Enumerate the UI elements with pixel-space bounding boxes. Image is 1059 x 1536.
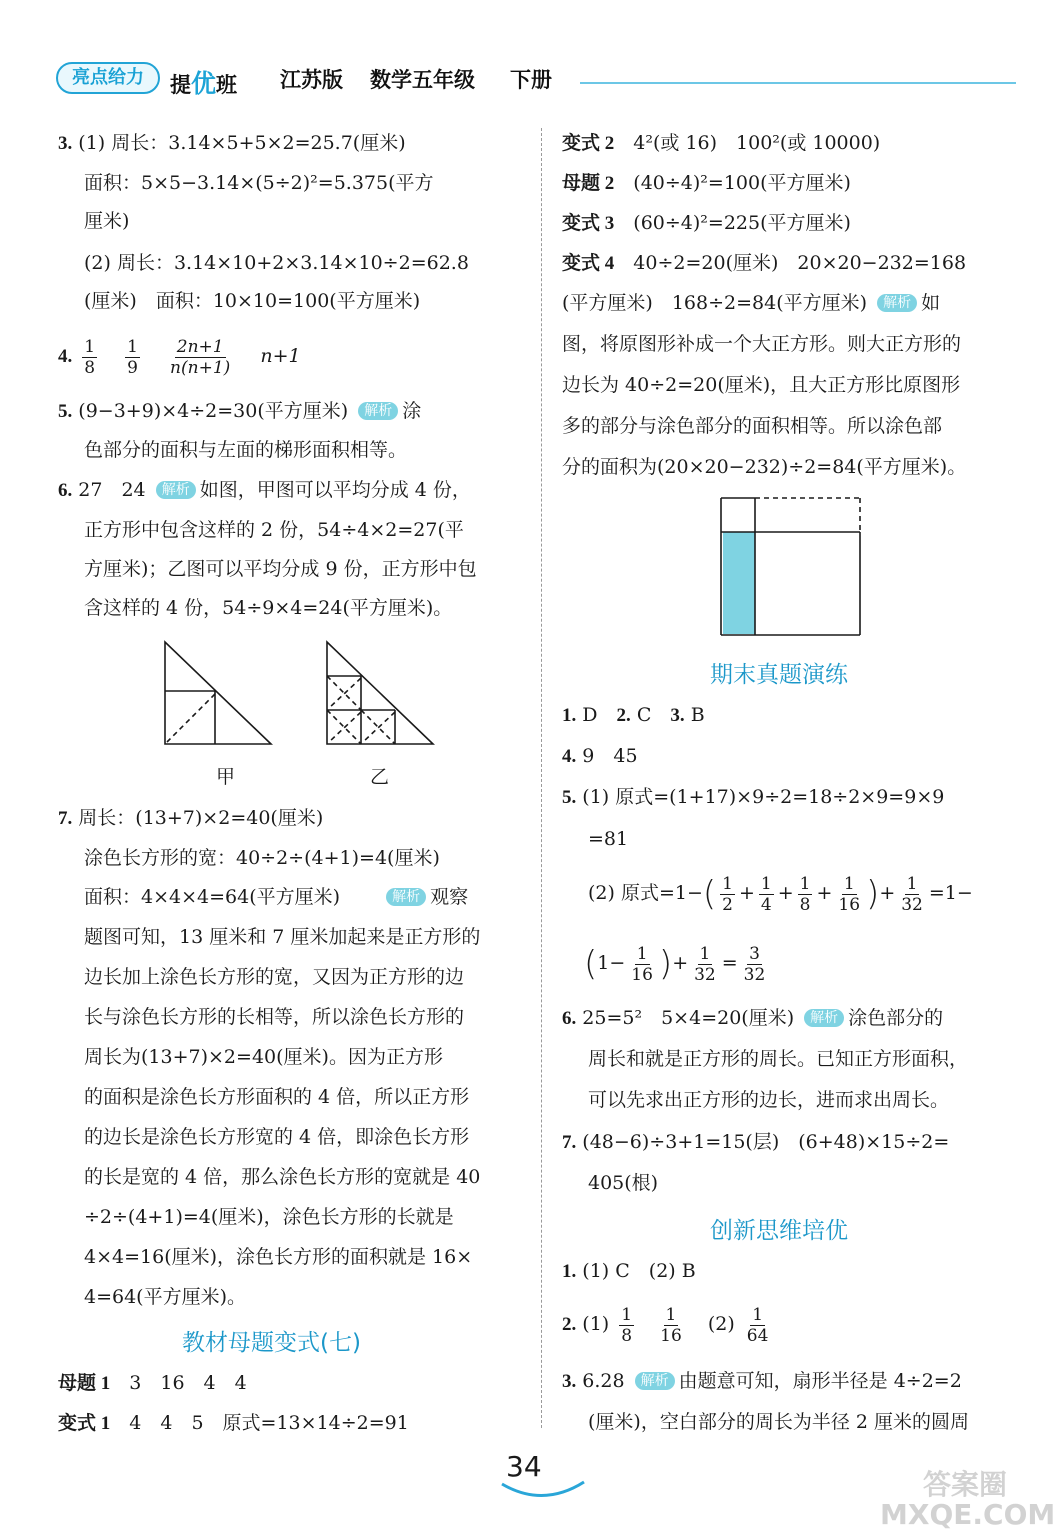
- q4-line: 4. $\frac{1}{8}$ $\frac{1}{9}$ $\frac{2n+1}{n(n+1)}$ n+1: [58, 336, 301, 378]
- column-divider: [541, 128, 542, 1428]
- q7-line3: 面积：4×4×4=64(平方厘米) 解析 观察: [84, 886, 469, 908]
- header-badge: 亮点给力: [56, 62, 160, 94]
- b3-line: 变式 3 (60÷4)²=225(平方厘米): [562, 212, 851, 234]
- watermark: 答案圈 MXQE.COM: [880, 1468, 1056, 1531]
- fig-label-yi: 乙: [370, 766, 390, 788]
- page-number: 34: [506, 1450, 542, 1483]
- q7-line5: 边长加上涂色长方形的宽，又因为正方形的边: [84, 966, 465, 988]
- q6-line3: 方厘米)；乙图可以平均分成 9 份，正方形中包: [84, 558, 477, 580]
- q7-line13: 4=64(平方厘米)。: [84, 1286, 247, 1308]
- subject-label: 数学五年级: [370, 68, 475, 92]
- shaded-rectangle: [723, 532, 755, 634]
- b4-line3: 图，将原图形补成一个大正方形。则大正方形的: [562, 333, 962, 355]
- series-title: 提优班: [170, 69, 238, 98]
- section-title-innovation: 创新思维培优: [710, 1218, 848, 1244]
- q7-line10: 的长是宽的 4 倍，那么涂色长方形的宽就是 40: [84, 1166, 481, 1188]
- m2-line: 母题 2 (40÷4)²=100(平方厘米): [562, 172, 851, 194]
- c3-line2: (厘米)，空白部分的周长为半径 2 厘米的圆周: [588, 1411, 969, 1433]
- b4-line1: 变式 4 40÷2=20(厘米) 20×20−232=168: [562, 252, 967, 274]
- q7-line1: 7. 周长：(13+7)×2=40(厘米): [58, 807, 324, 829]
- q7-line2: 涂色长方形的宽：40÷2÷(4+1)=4(厘米): [84, 847, 440, 869]
- header-rule: [580, 82, 1016, 84]
- q7-line8: 的面积是涂色长方形面积的 4 倍，所以正方形: [84, 1086, 470, 1108]
- c1-line: 1. (1) C (2) B: [562, 1260, 696, 1282]
- q3-line3: 厘米): [84, 210, 130, 232]
- b4-line2: (平方厘米) 168÷2=84(平方厘米) 解析 如: [562, 292, 941, 314]
- b1-line: 变式 1 4 4 5 原式=13×14÷2=91: [58, 1412, 409, 1434]
- fig-label-jia: 甲: [216, 766, 236, 788]
- c3-line1: 3. 6.28 解析 由题意可知，扇形半径是 4÷2=2: [562, 1370, 962, 1392]
- q7-line11: ÷2÷(4+1)=4(厘米)，涂色长方形的长就是: [84, 1206, 454, 1228]
- q6-line1: 6. 27 24 解析 如图，甲图可以平均分成 4 份，: [58, 479, 471, 501]
- q3-line2: 面积：5×5−3.14×(5÷2)²=5.375(平方: [84, 172, 434, 194]
- e5-line3: (2) 原式=1−( $\frac{1}{2}$ + $\frac{1}{4}$ + $\frac{1}{8}$ + $\frac{1}{16}$ )+ $\frac{1}{32}$ =1−: [588, 873, 973, 915]
- q4-frac2: $\frac{1}{9}$: [127, 336, 138, 378]
- q6-line2: 正方形中包含这样的 2 份，54÷4×2=27(平: [84, 519, 464, 541]
- e6-line1: 6. 25=5² 5×4=20(厘米) 解析 涂色部分的: [562, 1007, 944, 1029]
- q7-line7: 周长为(13+7)×2=40(厘米)。因为正方形: [84, 1046, 443, 1068]
- e7-line2: 405(根): [588, 1172, 659, 1194]
- page-number-swoosh: [498, 1478, 588, 1502]
- q5-line1: 5. (9−3+9)×4÷2=30(平方厘米) 解析 涂: [58, 400, 422, 422]
- e5-line2: =81: [588, 828, 629, 850]
- q4-frac3: $\frac{2n+1}{n(n+1)}$: [170, 336, 231, 378]
- section-title-final-exam: 期末真题演练: [710, 662, 848, 688]
- triangle-jia: [165, 642, 271, 744]
- e5-line1: 5. (1) 原式=(1+17)×9÷2=18÷2×9=9×9: [562, 786, 945, 808]
- b4-line6: 分的面积为(20×20−232)÷2=84(平方厘米)。: [562, 456, 967, 478]
- q7-line9: 的边长是涂色长方形宽的 4 倍，即涂色长方形: [84, 1126, 470, 1148]
- q5-line2: 色部分的面积与左面的梯形面积相等。: [84, 439, 408, 461]
- b4-line5: 多的部分与涂色部分的面积相等。所以涂色部: [562, 415, 943, 437]
- e6-line2: 周长和就是正方形的周长。已知正方形面积，: [588, 1048, 969, 1070]
- c2-line: 2. (1) $\frac{1}{8}$ $\frac{1}{16}$ (2) $\frac{1}{64}$: [562, 1304, 769, 1346]
- b2-line: 变式 2 4²(或 16) 100²(或 10000): [562, 132, 881, 154]
- e4-line: 4. 9 45: [562, 745, 638, 767]
- square-figure: [718, 496, 864, 638]
- triangle-yi: [327, 642, 433, 744]
- q3-line5: (厘米) 面积：10×10=100(平方厘米): [84, 290, 421, 312]
- e7-line1: 7. (48−6)÷3+1=15(层) (6+48)×15÷2=: [562, 1131, 950, 1153]
- section-title-textbook: 教材母题变式(七): [182, 1330, 361, 1356]
- q7-line4: 题图可知，13 厘米和 7 厘米加起来是正方形的: [84, 926, 481, 948]
- q7-line12: 4×4=16(厘米)，涂色长方形的面积就是 16×: [84, 1246, 473, 1268]
- volume-label: 下册: [510, 68, 552, 92]
- e6-line3: 可以先求出正方形的边长，进而求出周长。: [588, 1089, 950, 1111]
- e5-line4: (1− $\frac{1}{16}$ )+ $\frac{1}{32}$ = $\frac{3}{32}$: [584, 943, 766, 985]
- q3-line1: 3. (1) 周长：3.14×5+5×2=25.7(厘米): [58, 132, 406, 154]
- e1-line: 1. D 2. C 3. B: [562, 704, 705, 726]
- m1-line: 母题 1 3 16 4 4: [58, 1372, 247, 1394]
- edition-label: 江苏版: [280, 68, 343, 92]
- triangle-figures: [155, 636, 445, 750]
- q4-frac1: $\frac{1}{8}$: [84, 336, 96, 378]
- q3-line4: (2) 周长：3.14×10+2×3.14×10÷2=62.8: [84, 252, 469, 274]
- b4-line4: 边长为 40÷2=20(厘米)，且大正方形比原图形: [562, 374, 961, 396]
- q7-line6: 长与涂色长方形的长相等，所以涂色长方形的: [84, 1006, 465, 1028]
- q6-line4: 含这样的 4 份，54÷9×4=24(平方厘米)。: [84, 597, 453, 619]
